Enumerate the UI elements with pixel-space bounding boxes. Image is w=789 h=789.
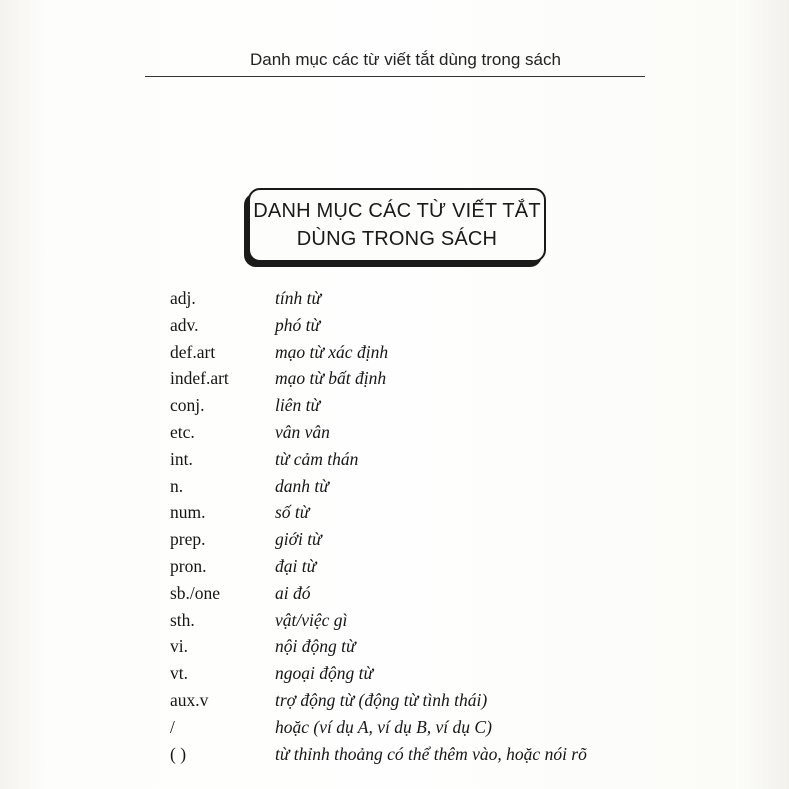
abbreviation: vi. [170, 636, 188, 657]
list-item [170, 314, 710, 341]
abbreviation: aux.v [170, 689, 209, 710]
list-item [170, 689, 710, 716]
abbreviation: prep. [170, 529, 206, 550]
meaning: từ cảm thán [275, 448, 359, 469]
running-header: Danh mục các từ viết tắt dùng trong sách [250, 50, 561, 69]
meaning: ngoại động từ [275, 663, 374, 684]
meaning: vân vân [275, 421, 330, 442]
meaning: tính từ [275, 288, 322, 308]
title-box [248, 188, 546, 262]
list-item [170, 528, 710, 555]
abbreviation: conj. [170, 395, 205, 416]
list-item [170, 394, 710, 421]
meaning: mạo từ xác định [275, 341, 389, 362]
abbreviation: num. [170, 502, 206, 523]
list-item [170, 475, 710, 502]
meaning: trợ động từ (động từ tình thái) [275, 689, 488, 710]
list-item [170, 609, 710, 636]
abbreviation: sb./one [170, 582, 221, 603]
list-item [170, 555, 710, 582]
meaning: số từ [275, 502, 310, 523]
abbreviation: / [170, 716, 175, 737]
meaning: từ thỉnh thoảng có thể thêm vào, hoặc nói rõ [275, 743, 587, 764]
abbreviation: indef.art [170, 368, 229, 389]
abbreviation: adj. [170, 288, 196, 308]
abbreviation-list [170, 287, 710, 769]
title-line-1: DANH MỤC CÁC TỪ VIẾT TẮT [253, 200, 541, 222]
meaning: đại từ [275, 555, 317, 576]
list-item [170, 716, 710, 743]
header-rule [145, 76, 645, 77]
meaning: giới từ [275, 529, 322, 550]
list-item [170, 367, 710, 394]
list-item [170, 501, 710, 528]
abbreviation: def.art [170, 341, 216, 362]
abbreviation: vt. [170, 663, 188, 684]
abbreviation: int. [170, 448, 193, 469]
list-item [170, 743, 710, 770]
abbreviation: ( ) [170, 743, 187, 764]
list-item [170, 582, 710, 609]
list-item [170, 635, 710, 662]
abbreviation: n. [170, 475, 184, 496]
list-item [170, 287, 710, 314]
meaning: ai đó [275, 582, 311, 603]
abbreviation: pron. [170, 555, 207, 576]
list-item [170, 341, 710, 368]
meaning: mạo từ bất định [275, 368, 387, 389]
list-item [170, 662, 710, 689]
list-item [170, 421, 710, 448]
meaning: danh từ [275, 475, 329, 496]
meaning: liên từ [275, 395, 321, 416]
meaning: nội động từ [275, 636, 356, 657]
abbreviation: adv. [170, 314, 199, 335]
title-line-2: DÙNG TRONG SÁCH [296, 228, 498, 250]
abbreviation: etc. [170, 421, 195, 442]
meaning: hoặc (ví dụ A, ví dụ B, ví dụ C) [275, 716, 492, 737]
abbreviation: sth. [170, 609, 195, 630]
meaning: vật/việc gì [275, 609, 348, 630]
list-item [170, 448, 710, 475]
meaning: phó từ [275, 314, 321, 335]
